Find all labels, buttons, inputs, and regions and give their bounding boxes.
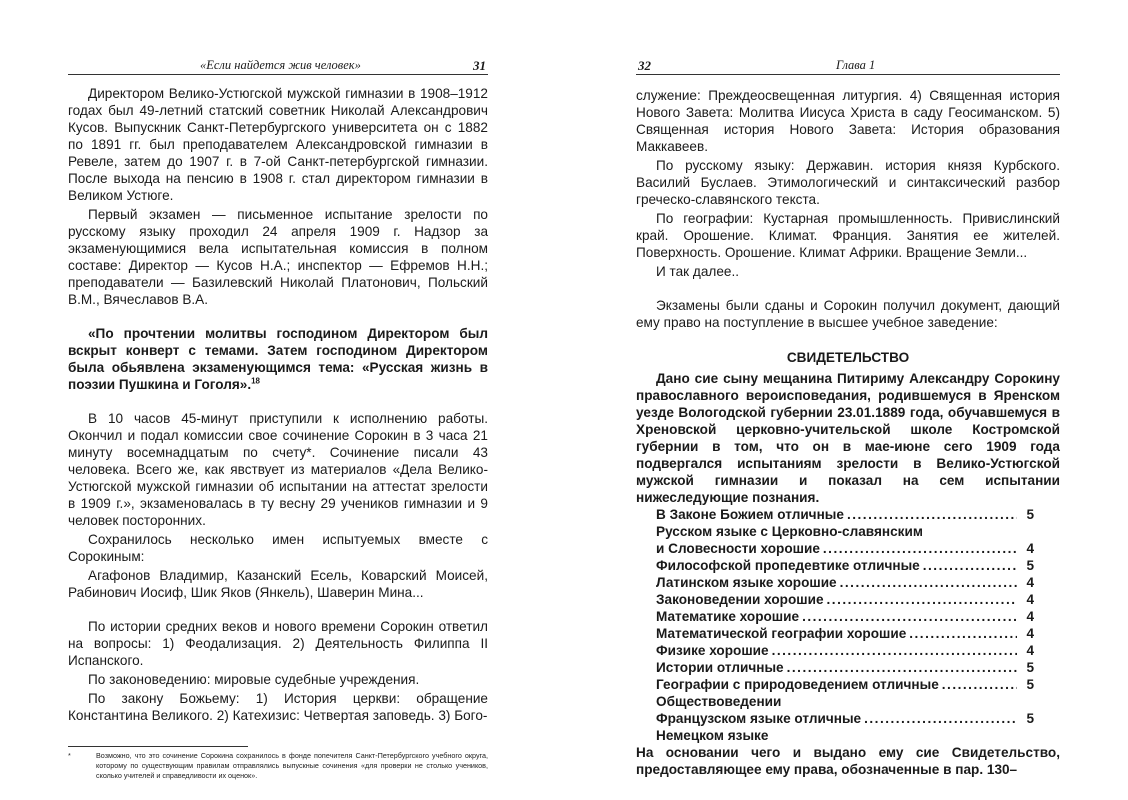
grade-row [656,557,1034,574]
certificate-body [636,370,1060,506]
grade-subject: Математической географии хорошие [656,626,907,641]
closing-text: На основании чего и выдано ему сие Свидетельство, предоставляющее ему права, обозначенные в пар. 130– [636,745,1060,777]
paragraph: По географии: Кустарная промышленность. Привислинский край. Орошение. Климат. Франция. Занятия ее жителей. Поверхность. Орошение. Климат Африки. Вращение Земли... [636,211,1060,260]
paragraph: Агафонов Владимир, Казанский Есель, Коварский Моисей, Рабинович Иосиф, Шик Яков (Янкель), Шаверин Мина... [68,568,488,600]
grade-row [656,591,1034,608]
grades-list [636,506,1034,744]
certificate-closing [636,744,1060,778]
right-page-number: 32 [638,58,651,73]
grade-subject: Латинском языке хорошие [656,575,837,590]
grade-value: 5 [1026,558,1034,573]
grade-subject: Французском языке отличные [656,711,862,726]
left-page-number: 31 [473,58,486,73]
grade-value: 4 [1026,626,1034,641]
grade-value: 4 [1026,643,1034,658]
left-body-text [68,85,488,724]
grade-row [656,523,1034,540]
leader-dots [772,642,1017,659]
leader-dots [823,540,1017,557]
grade-row [656,659,1034,676]
paragraph: По русскому языку: Державин. история князя Курбского. Василий Буслаев. Этимологический и синтаксический разбор греческо-славянского текста. [636,158,1060,207]
right-page [636,56,1060,776]
grade-row [656,506,1034,523]
grade-row [656,710,1034,727]
grade-subject: Физике хорошие [656,643,769,658]
paragraph: служение: Преждеосвещенная литургия. 4) Священная история Нового Завета: Молитва Иисуса Христа в саду Геосиманском. 5) Священная история Нового Завета: История образования Маккавеев. [636,88,1060,154]
grade-value: 5 [1026,677,1034,692]
leader-dots [864,710,1017,727]
grade-row [656,727,1034,744]
grade-subject: В Законе Божием отличные [656,507,844,522]
right-running-title: Глава 1 [836,58,876,72]
grade-row [656,676,1034,693]
grade-subject: Обществоведении [656,694,782,709]
leader-dots [909,625,1017,642]
grade-subject: Философской пропедевтике отличные [656,558,920,573]
grade-row [656,574,1034,591]
paragraph: Сохранилось несколько имен испытуемых вместе с Сорокиным: [68,532,488,564]
leader-dots [923,557,1017,574]
grade-subject: Немецком языке [656,728,769,743]
grade-row [656,540,1034,557]
certificate-title: СВИДЕТЕЛЬСТВО [786,350,910,365]
grade-row [656,625,1034,642]
footnote-mark: * [68,751,71,760]
leader-dots [847,506,1017,523]
grade-value: 4 [1026,592,1034,607]
leader-dots [827,591,1017,608]
left-page [68,56,488,780]
footnote-ref-18: 18 [251,376,261,386]
leader-dots [942,676,1017,693]
grade-value: 5 [1026,660,1034,675]
grade-subject: Законоведении хорошие [656,592,824,607]
grade-subject: Географии с природоведением отличные [656,677,939,692]
grade-row [656,608,1034,625]
grade-value: 5 [1026,507,1034,522]
right-body-text [636,87,1060,778]
paragraph: По закону Божьему: 1) История церкви: обращение Константина Великого. 2) Катехизис: Четвертая заповедь. 3) Бого- [68,691,488,723]
grade-value: 4 [1026,575,1034,590]
right-running-head [636,56,1060,75]
paragraph: Первый экзамен — письменное испытание зрелости по русскому языку проходил 24 апреля 1909 г. Надзор за экзаменующимися вела испытательная комиссия в полном составе: Директор — Кусов Н.А.; инспектор — Ефремов Н.Н.; преподаватели — Базилевский Николай Платонович, Польский В.М., Вячеславов В.А. [68,207,488,307]
grade-row [656,642,1034,659]
footnote-divider [68,746,248,747]
grade-subject: Математике хорошие [656,609,800,624]
footnote [68,751,488,781]
grade-subject: Русском языке с Церковно-славянским [656,524,923,539]
grade-value: 5 [1026,711,1034,726]
paragraph: И так далее.. [656,264,740,279]
footnote-text: Возможно, что это сочинение Сорокина сохранилось в фонде попечителя Санкт-Петербургского учебного округа, которому по существующим правилам отправлялись выпускные сочинения «для проверки не столько учеников, сколько учителей и справедливости их оценок». [96,751,488,780]
certificate-text: Дано сие сыну мещанина Питириму Александру Сорокину православного вероисповедания, родившемуся в Яренском уезде Вологодской губернии 23.01.1889 года, обучавшемуся в Хреновской церковно-учительской школе Костромской губернии в том, что он в мае-июне сего 1909 года подвергался испытаниям зрелости в Велико-Устюгской мужской гимназии и показал на сем испытании нижеследующие познания. [636,371,1060,505]
grade-row [656,693,1034,710]
leader-dots [802,608,1017,625]
leader-dots [840,574,1017,591]
grade-value: 4 [1026,609,1034,624]
paragraph: В 10 часов 45-минут приступили к исполнению работы. Окончил и подал комиссии свое сочинение Сорокин в 3 часа 21 минуту восемнадцатым по счету*. Сочинение писали 43 человека. Всего же, как явствует из материалов «Дела Велико-Устюгской мужской гимназии об испытании на аттестат зрелости в 1909 г.», экзаменовалась в ту весну 29 учеников гимназии и 9 человек посторонних. [68,411,488,528]
paragraph: По законоведению: мировые судебные учреждения. [88,672,420,687]
paragraph: Директором Велико-Устюгской мужской гимназии в 1908–1912 годах был 49-летний статский советник Николай Александрович Кусов. Выпускник Санкт-Петербургского университета он с 1882 по 1891 гг. был преподавателем Александровской гимназии в Ревеле, затем до 1907 г. в 7-ой Санкт-петербургской гимназии. После выхода на пенсию в 1908 г. стал директором гимназии в Великом Устюге. [68,86,488,203]
left-running-head [68,56,488,75]
quote-text: «По прочтении молитвы господином Директором был вскрыт конверт с темами. Затем господином Директором была обьявлена экзаменующимся тема: «Русская жизнь в поэзии Пушкина и Гоголя». [68,326,488,392]
paragraph: По истории средних веков и нового времени Сорокин ответил на вопросы: 1) Феодализация. 2) Деятельность Филиппа II Испанского. [68,619,488,668]
left-running-title: «Если найдется жив человек» [200,58,361,72]
grade-subject: и Словесности хорошие [656,541,820,556]
paragraph: Экзамены были сданы и Сорокин получил документ, дающий ему право на поступление в высшее учебное заведение: [636,298,1060,330]
leader-dots [787,659,1017,676]
grade-value: 4 [1026,541,1034,556]
grade-subject: Истории отличные [656,660,784,675]
exam-quote [68,325,488,393]
